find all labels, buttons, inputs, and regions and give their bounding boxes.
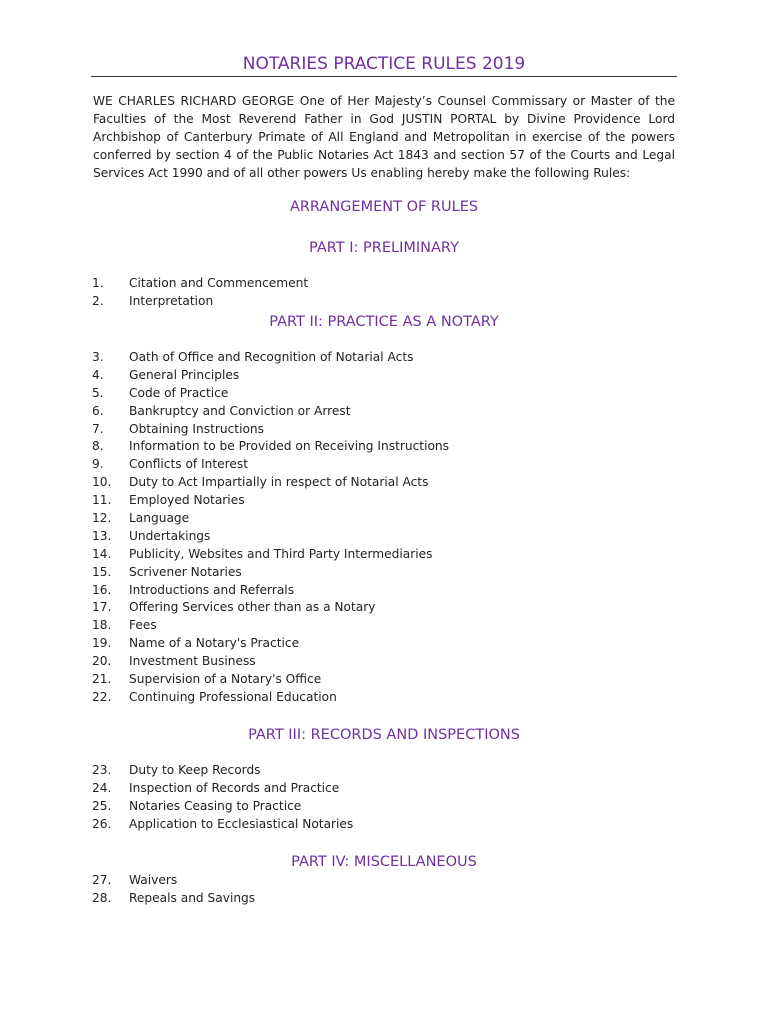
rule-number: 14.: [92, 546, 112, 561]
rule-item: [92, 403, 652, 421]
rule-title: Duty to Keep Records: [129, 763, 261, 777]
part-4-rule-list: [92, 872, 652, 908]
rule-item: [92, 689, 652, 707]
rule-number: 10.: [92, 475, 112, 490]
rule-number: 26.: [92, 816, 112, 831]
rule-item: [92, 890, 652, 908]
rule-item: [92, 546, 652, 564]
rule-title: Continuing Professional Education: [129, 689, 337, 704]
part-1-rule-list: [92, 275, 652, 311]
rule-item: [92, 510, 652, 528]
rule-number: 15.: [92, 564, 112, 579]
rule-title: Notaries Ceasing to Practice: [129, 798, 302, 813]
rule-title: Repeals and Savings: [129, 890, 256, 905]
rule-item: [92, 564, 652, 582]
rule-title: Publicity, Websites and Third Party Intermediaries: [129, 546, 433, 561]
rule-number: 16.: [92, 582, 112, 597]
rule-item: [92, 635, 652, 653]
rule-number: 7.: [92, 421, 104, 436]
rule-title: Application to Ecclesiastical Notaries: [129, 816, 354, 831]
rule-item: [92, 438, 652, 456]
rule-title: Undertakings: [129, 528, 211, 543]
rule-title: Oath of Office and Recognition of Notarial Acts: [129, 350, 414, 364]
rule-title: Information to be Provided on Receiving Instructions: [129, 439, 449, 454]
rule-title: Code of Practice: [129, 385, 229, 400]
rule-title: Introductions and Referrals: [129, 582, 295, 597]
rule-item: [92, 582, 652, 600]
rule-number: 8.: [92, 439, 104, 454]
rule-item: [92, 528, 652, 546]
rule-item: [92, 653, 652, 671]
rule-item: [92, 474, 652, 492]
rule-item: [92, 671, 652, 689]
rule-title: Inspection of Records and Practice: [129, 780, 340, 795]
rule-title: Duty to Act Impartially in respect of Notarial Acts: [129, 475, 429, 490]
rule-number: 2.: [92, 293, 104, 308]
rule-title: Name of a Notary's Practice: [129, 636, 300, 651]
rule-item: [92, 367, 652, 385]
document-title: NOTARIES PRACTICE RULES 2019: [242, 54, 526, 74]
rule-number: 22.: [92, 689, 112, 704]
arrangement-heading: ARRANGEMENT OF RULES: [289, 199, 479, 215]
rule-title: Investment Business: [129, 654, 256, 669]
rule-number: 4.: [92, 367, 104, 382]
part-2-heading: PART II: PRACTICE AS A NOTARY: [269, 314, 499, 330]
rule-number: 23.: [92, 763, 112, 777]
rule-title: Citation and Commencement: [129, 276, 309, 290]
rule-number: 6.: [92, 403, 104, 418]
rule-number: 17.: [92, 600, 112, 615]
rule-title: Waivers: [129, 873, 178, 887]
rule-item: [92, 349, 652, 367]
rule-number: 11.: [92, 493, 112, 508]
rule-item: [92, 762, 652, 780]
rule-number: 19.: [92, 636, 112, 651]
rule-item: [92, 492, 652, 510]
rule-number: 5.: [92, 385, 104, 400]
rule-title: Supervision of a Notary's Office: [129, 672, 322, 687]
rule-number: 9.: [92, 457, 104, 472]
rule-item: [92, 599, 652, 617]
rule-item: [92, 275, 652, 293]
title-divider: [91, 76, 677, 77]
part-3-rule-list: [92, 762, 652, 834]
rule-number: 3.: [92, 350, 104, 364]
rule-title: Conflicts of Interest: [129, 457, 249, 472]
part-3-heading: PART III: RECORDS AND INSPECTIONS: [248, 727, 520, 743]
rule-number: 18.: [92, 618, 112, 633]
rule-item: [92, 293, 652, 311]
rule-number: 25.: [92, 798, 112, 813]
rule-number: 13.: [92, 528, 112, 543]
rule-number: 28.: [92, 890, 112, 905]
part-4-heading: PART IV: MISCELLANEOUS: [291, 854, 477, 870]
rule-item: [92, 872, 652, 890]
rule-title: General Principles: [129, 367, 240, 382]
rule-title: Language: [129, 511, 190, 526]
rule-title: Fees: [129, 618, 157, 633]
rule-number: 12.: [92, 511, 112, 526]
rule-item: [92, 780, 652, 798]
rule-title: Interpretation: [129, 293, 214, 308]
rule-title: Employed Notaries: [129, 493, 245, 508]
rule-title: Scrivener Notaries: [129, 564, 242, 579]
rule-title: Bankruptcy and Conviction or Arrest: [129, 403, 351, 418]
intro-paragraph: WE CHARLES RICHARD GEORGE One of Her Majesty’s Counsel Commissary or Master of the Faculties of the Most Reverend Father in God JUSTIN PORTAL by Divine Providence Lord Archbishop of Canterbury Primate of All England and Metropolitan in exercise of the powers conferred by section 4 of the Public Notaries Act 1843 and section 57 of the Courts and Legal Services Act 1990 and of all other powers Us enabling hereby make the following Rules:: [93, 94, 675, 180]
rule-number: 21.: [92, 672, 112, 687]
rule-item: [92, 421, 652, 439]
rule-item: [92, 816, 652, 834]
part-2-rule-list: [92, 349, 652, 707]
rule-item: [92, 456, 652, 474]
rule-number: 20.: [92, 654, 112, 669]
rule-item: [92, 617, 652, 635]
rule-title: Offering Services other than as a Notary: [129, 600, 376, 615]
rule-title: Obtaining Instructions: [129, 421, 264, 436]
rule-item: [92, 385, 652, 403]
rule-number: 24.: [92, 780, 112, 795]
part-1-heading: PART I: PRELIMINARY: [309, 240, 459, 256]
rule-number: 27.: [92, 873, 112, 887]
rule-number: 1.: [92, 276, 104, 290]
rule-item: [92, 798, 652, 816]
